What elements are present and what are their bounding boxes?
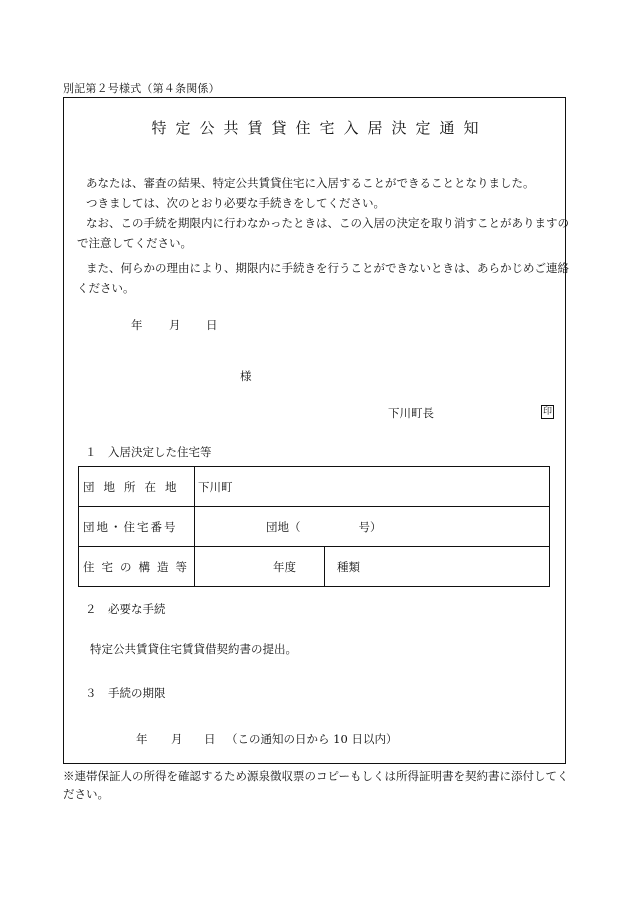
table-row (79, 467, 550, 507)
seal-mark: 印 (542, 407, 552, 417)
row-value-location: 下川町 (195, 467, 550, 507)
date-year: 年 (131, 318, 143, 332)
section-2-text: 特定公共賃貸住宅賃貸借契約書の提出。 (90, 642, 297, 656)
date-month: 月 (169, 318, 181, 332)
form-label: 別記第２号様式（第４条関係） (63, 82, 220, 95)
body-line-1: あなたは、審査の結果、特定公共賃貸住宅に入居することができることとなりました。 (86, 176, 535, 190)
body-line-2: つきましては、次のとおり必要な手続きをしてください。 (86, 196, 385, 210)
structure-values (195, 547, 549, 586)
table-row (79, 507, 550, 547)
housing-info-table (78, 466, 550, 587)
issuer-name: 下川町長 (388, 406, 434, 420)
row-label-location: 団地所在地 (79, 467, 195, 507)
addressee-suffix: 様 (240, 369, 252, 383)
fiscal-year-label: 年度 (273, 559, 296, 574)
row-value-number-cell (195, 507, 550, 547)
number-values (198, 507, 549, 546)
estate-label: 団地（ (266, 519, 301, 534)
table-row (79, 547, 550, 587)
row-label-structure: 住宅の構造等 (79, 547, 195, 587)
section-2-heading: ２ 必要な手続 (85, 602, 166, 616)
body-line-4a: また、何らかの理由により、期限内に手続きを行うことができないときは、あらかじめご連絡 (86, 261, 569, 275)
footnote: ※連帯保証人の所得を確認するため源泉徴収票のコピーもしくは所得証明書を契約書に添付してください。 (63, 769, 569, 801)
type-cell (325, 559, 360, 575)
section-1-heading: １ 入居決定した住宅等 (85, 445, 212, 459)
section-3-heading: ３ 手続の期限 (85, 686, 166, 700)
document-title: 特定公共賃貸住宅入居決定通知 (151, 119, 488, 137)
body-line-4b: ください。 (77, 281, 135, 295)
body-line-3a: なお、この手続を期限内に行わなかったときは、この入居の決定を取り消すことがありますの (86, 216, 569, 230)
date-day: 日 (206, 318, 218, 332)
row-value-structure-cell (195, 547, 550, 587)
body-line-3b: で注意してください。 (77, 236, 192, 250)
deadline-month: 月 (171, 732, 183, 746)
deadline-note: （この通知の日から 10 日以内） (226, 732, 398, 746)
fiscal-year-cell (195, 547, 325, 586)
row-label-number: 団地・住宅番号 (79, 507, 195, 547)
deadline-year: 年 (136, 732, 148, 746)
type-label: 種類 (337, 559, 360, 574)
unit-number-label: 号） (358, 519, 382, 534)
deadline-day: 日 (204, 732, 216, 746)
